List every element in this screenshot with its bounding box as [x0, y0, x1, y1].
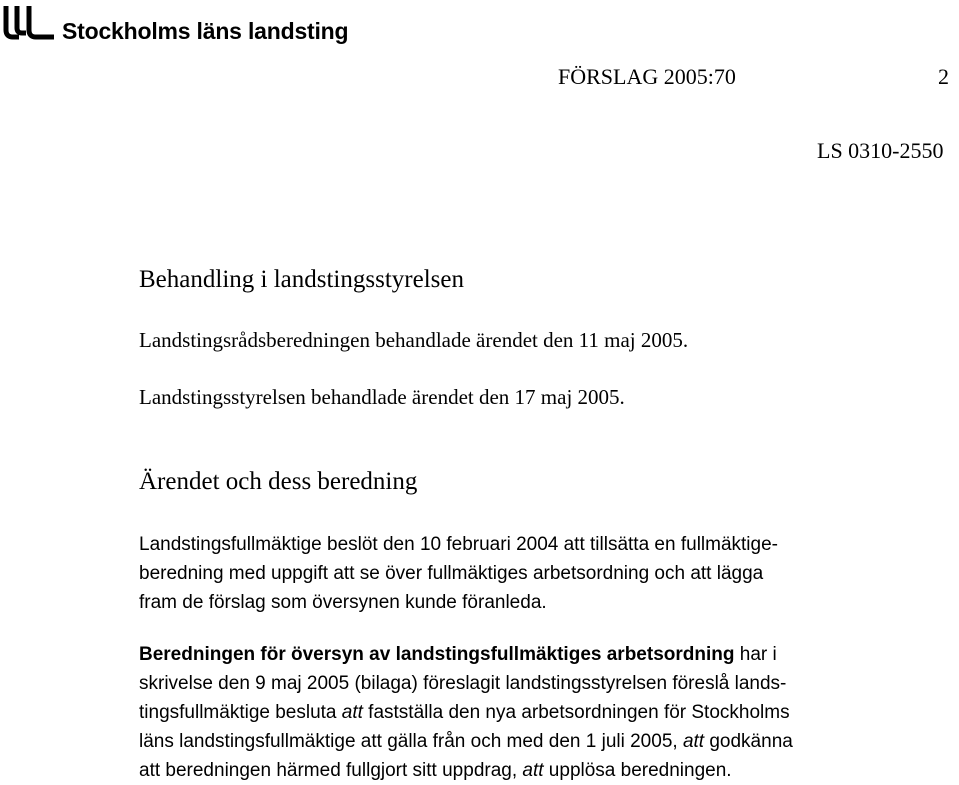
text-span: läns landstingsfullmäktige att gälla från och med den 1 juli 2005, [139, 731, 683, 752]
text-span: upplösa beredningen. [543, 760, 732, 781]
text-span: fastställa den nya arbetsordningen för Stockholms [362, 702, 790, 723]
paragraph-line [139, 727, 939, 756]
emphasis: att [341, 702, 363, 723]
page-number: 2 [938, 64, 949, 89]
paragraph-proposal [139, 640, 939, 785]
paragraph-line [139, 640, 939, 669]
paragraph-line: fram de förslag som översynen kunde föranleda. [139, 592, 547, 613]
emphasis: att [682, 731, 705, 752]
paragraph-line [139, 698, 939, 727]
text-span: tingsfullmäktige besluta [139, 702, 342, 723]
handling-line-2: Landstingsstyrelsen behandlade ärendet den 17 maj 2005. [139, 385, 625, 409]
organization-name: Stockholms läns landsting [62, 18, 349, 44]
paragraph-line: beredning med uppgift att se över fullmäktiges arbetsordning och att lägga [139, 563, 764, 584]
proposal-number: FÖRSLAG 2005:70 [558, 64, 736, 89]
emphasis: att [522, 760, 544, 781]
committee-name: Beredningen för översyn av landstingsfullmäktiges arbetsordning [139, 644, 735, 665]
paragraph-background [139, 530, 939, 617]
paragraph-line [139, 756, 939, 785]
landsting-logo-mark-icon [2, 4, 56, 44]
section-heading-board-handling: Behandling i landstingsstyrelsen [139, 266, 464, 293]
reference-number: LS 0310-2550 [817, 138, 944, 163]
text-span: godkänna [704, 731, 793, 752]
paragraph-line: skrivelse den 9 maj 2005 (bilaga) föreslagit landstingsstyrelsen föreslå lands- [139, 673, 787, 694]
text-span: har i [734, 644, 777, 665]
text-span: att beredningen härmed fullgjort sitt uppdrag, [139, 760, 523, 781]
section-heading-matter-preparation: Ärendet och dess beredning [139, 468, 418, 495]
paragraph-line: Landstingsfullmäktige beslöt den 10 februari 2004 att tillsätta en fullmäktige- [139, 534, 778, 555]
handling-line-1: Landstingsrådsberedningen behandlade ärendet den 11 maj 2005. [139, 328, 689, 352]
